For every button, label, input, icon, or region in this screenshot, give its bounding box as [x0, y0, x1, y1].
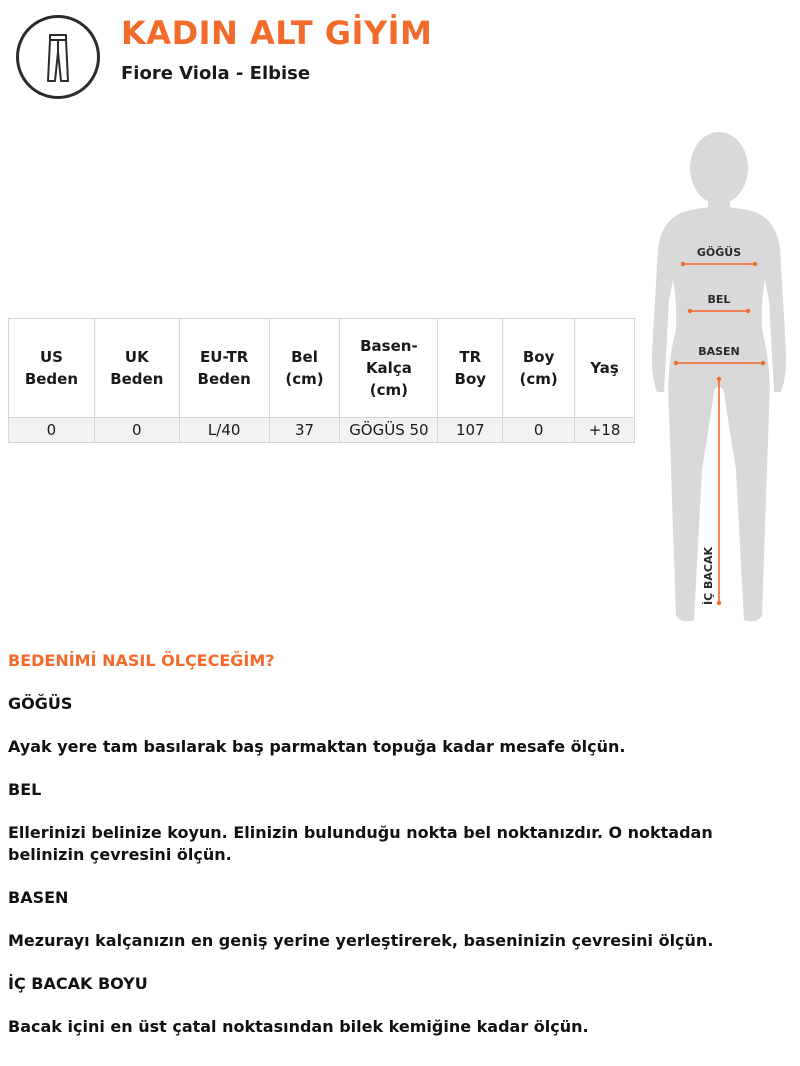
table-row — [9, 418, 635, 443]
cell-tr-length: 107 — [438, 418, 503, 443]
cell-age: +18 — [575, 418, 635, 443]
header-uk-size: UK Beden — [94, 319, 179, 418]
cell-length: 0 — [503, 418, 575, 443]
section-title-waist: BEL — [8, 780, 42, 799]
table-header-row — [9, 319, 635, 418]
header-hip: Basen- Kalça (cm) — [340, 319, 438, 418]
header-age: Yaş — [575, 319, 635, 418]
chest-label: GÖĞÜS — [696, 246, 742, 259]
waist-label: BEL — [707, 293, 731, 306]
measurement-guide — [8, 650, 793, 1059]
product-subtitle: Fiore Viola - Elbise — [121, 63, 311, 84]
cell-eu-tr-size: L/40 — [179, 418, 269, 443]
header-us-size: US Beden — [9, 319, 95, 418]
hip-label: BASEN — [698, 345, 740, 358]
guide-heading: BEDENİMİ NASIL ÖLÇECEĞİM? — [8, 651, 275, 670]
section-text-waist: Ellerinizi belinize koyun. Elinizin bulunduğu nokta bel noktanızdır. O noktadan belinizin çevresini ölçün. — [8, 823, 713, 864]
header-waist: Bel (cm) — [269, 319, 340, 418]
logo — [16, 15, 100, 99]
page-title: KADIN ALT GİYİM — [121, 14, 433, 52]
cell-hip: GÖGÜS 50 — [340, 418, 438, 443]
section-title-hip: BASEN — [8, 888, 69, 907]
section-text-inseam: Bacak içini en üst çatal noktasından bilek kemiğine kadar ölçün. — [8, 1017, 589, 1036]
pants-icon — [19, 18, 97, 96]
body-measurement-figure — [648, 130, 793, 630]
section-text-chest: Ayak yere tam basılarak baş parmaktan topuğa kadar mesafe ölçün. — [8, 737, 626, 756]
cell-us-size: 0 — [9, 418, 95, 443]
section-title-inseam: İÇ BACAK BOYU — [8, 974, 148, 993]
section-text-hip: Mezurayı kalçanızın en geniş yerine yerleştirerek, baseninizin çevresini ölçün. — [8, 931, 714, 950]
header-length: Boy (cm) — [503, 319, 575, 418]
header-eu-tr-size: EU-TR Beden — [179, 319, 269, 418]
header-tr-length: TR Boy — [438, 319, 503, 418]
cell-waist: 37 — [269, 418, 340, 443]
inseam-label: İÇ BACAK — [702, 546, 715, 605]
section-title-chest: GÖĞÜS — [8, 694, 73, 713]
cell-uk-size: 0 — [94, 418, 179, 443]
size-table — [8, 318, 635, 443]
